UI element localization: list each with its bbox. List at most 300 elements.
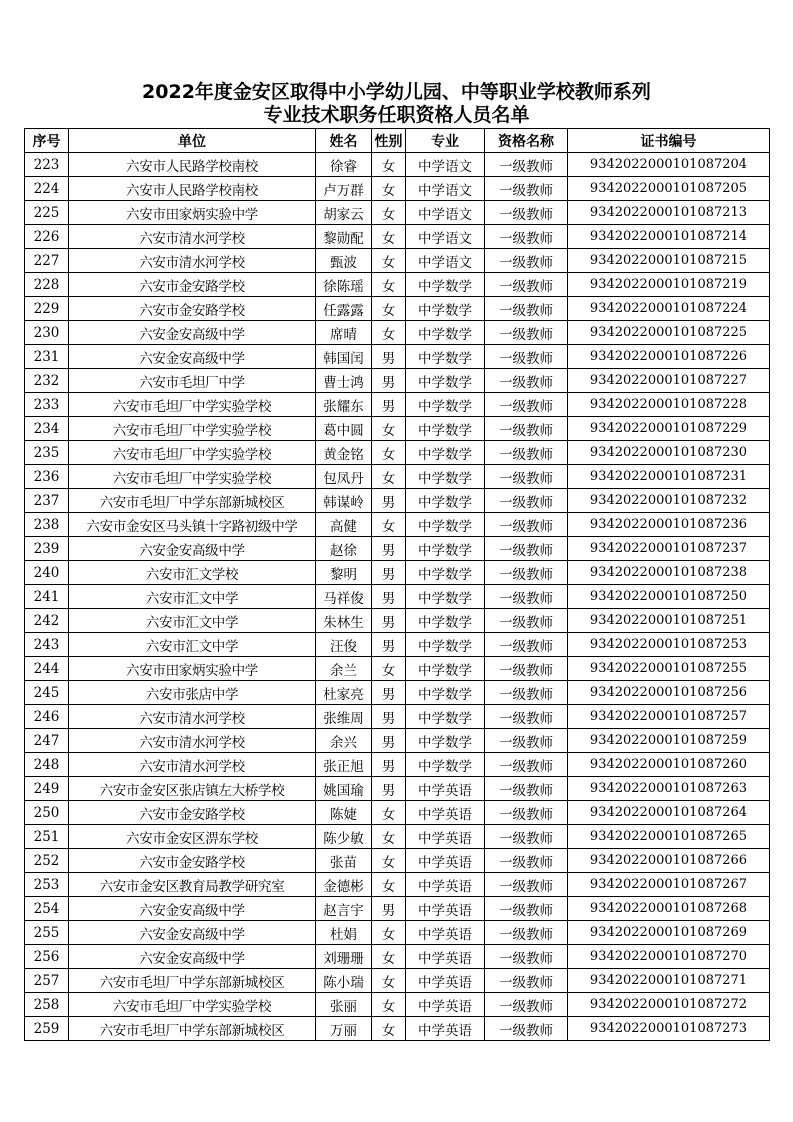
row-name: 余兴 [316,729,372,753]
header-name: 姓名 [316,129,372,153]
row-name: 陈少敏 [316,825,372,849]
row-qualification: 一级教师 [485,321,568,345]
row-gender: 男 [372,393,406,417]
row-unit: 六安市清水河学校 [69,729,316,753]
row-qualification: 一级教师 [485,393,568,417]
row-name: 胡家云 [316,201,372,225]
row-index: 253 [25,873,69,897]
row-certificate: 9342022000101087214 [568,225,770,249]
row-qualification: 一级教师 [485,873,568,897]
header-gender: 性别 [372,129,406,153]
row-name: 高健 [316,513,372,537]
row-index: 251 [25,825,69,849]
row-qualification: 一级教师 [485,633,568,657]
table-row [25,225,770,249]
header-unit: 单位 [69,129,316,153]
row-unit: 六安市汇文中学 [69,609,316,633]
row-unit: 六安市汇文中学 [69,633,316,657]
row-certificate: 9342022000101087213 [568,201,770,225]
table-body [25,153,770,1041]
row-unit: 六安金安高级中学 [69,345,316,369]
table-row [25,585,770,609]
header-subject: 专业 [406,129,485,153]
row-subject: 中学数学 [406,321,485,345]
row-unit: 六安金安高级中学 [69,945,316,969]
table-row [25,945,770,969]
row-certificate: 9342022000101087238 [568,561,770,585]
row-index: 238 [25,513,69,537]
row-gender: 女 [372,441,406,465]
table-row [25,993,770,1017]
row-certificate: 9342022000101087270 [568,945,770,969]
row-index: 239 [25,537,69,561]
row-unit: 六安市金安区马头镇十字路初级中学 [69,513,316,537]
row-subject: 中学数学 [406,585,485,609]
row-subject: 中学数学 [406,441,485,465]
table-row [25,609,770,633]
row-unit: 六安市田家炳实验中学 [69,657,316,681]
row-index: 245 [25,681,69,705]
row-qualification: 一级教师 [485,657,568,681]
table-row [25,465,770,489]
row-name: 黄金铭 [316,441,372,465]
row-qualification: 一级教师 [485,561,568,585]
row-qualification: 一级教师 [485,921,568,945]
table-row [25,249,770,273]
row-certificate: 9342022000101087266 [568,849,770,873]
row-name: 徐睿 [316,153,372,177]
row-subject: 中学数学 [406,729,485,753]
row-index: 236 [25,465,69,489]
row-qualification: 一级教师 [485,777,568,801]
row-qualification: 一级教师 [485,849,568,873]
row-gender: 女 [372,921,406,945]
row-certificate: 9342022000101087225 [568,321,770,345]
table-row [25,801,770,825]
row-gender: 女 [372,273,406,297]
row-qualification: 一级教师 [485,681,568,705]
row-name: 赵徐 [316,537,372,561]
row-qualification: 一级教师 [485,993,568,1017]
row-gender: 男 [372,561,406,585]
row-gender: 女 [372,657,406,681]
row-index: 252 [25,849,69,873]
row-gender: 女 [372,153,406,177]
row-name: 姚国瑜 [316,777,372,801]
row-subject: 中学数学 [406,513,485,537]
row-index: 249 [25,777,69,801]
row-certificate: 9342022000101087226 [568,345,770,369]
row-name: 陈小瑞 [316,969,372,993]
row-certificate: 9342022000101087265 [568,825,770,849]
row-index: 230 [25,321,69,345]
row-unit: 六安市田家炳实验中学 [69,201,316,225]
row-unit: 六安市人民路学校南校 [69,153,316,177]
row-index: 259 [25,1017,69,1041]
row-subject: 中学数学 [406,753,485,777]
table-row [25,657,770,681]
row-subject: 中学语文 [406,177,485,201]
row-unit: 六安金安高级中学 [69,921,316,945]
row-qualification: 一级教师 [485,417,568,441]
row-name: 金德彬 [316,873,372,897]
row-unit: 六安市清水河学校 [69,753,316,777]
row-index: 246 [25,705,69,729]
row-unit: 六安市毛坦厂中学东部新城校区 [69,969,316,993]
header-index: 序号 [25,129,69,153]
row-subject: 中学数学 [406,537,485,561]
row-gender: 男 [372,897,406,921]
table-row [25,777,770,801]
row-unit: 六安市毛坦厂中学实验学校 [69,993,316,1017]
row-gender: 男 [372,729,406,753]
row-index: 224 [25,177,69,201]
row-index: 237 [25,489,69,513]
header-certificate: 证书编号 [568,129,770,153]
table-row [25,753,770,777]
row-certificate: 9342022000101087230 [568,441,770,465]
row-qualification: 一级教师 [485,825,568,849]
row-unit: 六安金安高级中学 [69,537,316,561]
row-subject: 中学数学 [406,609,485,633]
row-gender: 女 [372,849,406,873]
row-certificate: 9342022000101087205 [568,177,770,201]
row-name: 杜家亮 [316,681,372,705]
row-certificate: 9342022000101087260 [568,753,770,777]
table-row [25,201,770,225]
row-gender: 男 [372,705,406,729]
table-row [25,297,770,321]
row-gender: 男 [372,609,406,633]
row-unit: 六安市金安路学校 [69,273,316,297]
table-row [25,513,770,537]
row-gender: 男 [372,681,406,705]
row-certificate: 9342022000101087269 [568,921,770,945]
row-certificate: 9342022000101087271 [568,969,770,993]
row-subject: 中学数学 [406,705,485,729]
row-name: 葛中圆 [316,417,372,441]
table-row [25,1017,770,1041]
row-certificate: 9342022000101087236 [568,513,770,537]
row-qualification: 一级教师 [485,969,568,993]
row-index: 243 [25,633,69,657]
row-index: 232 [25,369,69,393]
row-name: 任露露 [316,297,372,321]
table-row [25,633,770,657]
row-unit: 六安市毛坦厂中学实验学校 [69,465,316,489]
row-certificate: 9342022000101087229 [568,417,770,441]
row-subject: 中学数学 [406,465,485,489]
table-row [25,177,770,201]
row-subject: 中学语文 [406,225,485,249]
row-certificate: 9342022000101087267 [568,873,770,897]
table-row [25,969,770,993]
row-qualification: 一级教师 [485,609,568,633]
row-qualification: 一级教师 [485,537,568,561]
row-unit: 六安市毛坦厂中学 [69,369,316,393]
row-subject: 中学英语 [406,873,485,897]
row-name: 刘珊珊 [316,945,372,969]
row-unit: 六安市人民路学校南校 [69,177,316,201]
row-qualification: 一级教师 [485,801,568,825]
row-subject: 中学数学 [406,393,485,417]
row-subject: 中学语文 [406,249,485,273]
row-unit: 六安市清水河学校 [69,225,316,249]
row-unit: 六安市金安区淠东学校 [69,825,316,849]
table-row [25,321,770,345]
row-name: 张维周 [316,705,372,729]
row-gender: 女 [372,297,406,321]
row-subject: 中学数学 [406,369,485,393]
row-qualification: 一级教师 [485,513,568,537]
row-unit: 六安市张店中学 [69,681,316,705]
table-row [25,729,770,753]
row-qualification: 一级教师 [485,1017,568,1041]
row-unit: 六安市毛坦厂中学东部新城校区 [69,489,316,513]
row-gender: 女 [372,465,406,489]
table-row [25,153,770,177]
row-unit: 六安市清水河学校 [69,249,316,273]
row-gender: 男 [372,489,406,513]
row-subject: 中学英语 [406,801,485,825]
row-unit: 六安市金安路学校 [69,849,316,873]
row-qualification: 一级教师 [485,297,568,321]
row-subject: 中学数学 [406,633,485,657]
row-certificate: 9342022000101087215 [568,249,770,273]
row-subject: 中学英语 [406,825,485,849]
row-index: 241 [25,585,69,609]
row-subject: 中学英语 [406,849,485,873]
row-gender: 男 [372,633,406,657]
header-qualification: 资格名称 [485,129,568,153]
row-subject: 中学英语 [406,921,485,945]
row-subject: 中学数学 [406,345,485,369]
row-index: 256 [25,945,69,969]
row-subject: 中学数学 [406,417,485,441]
row-unit: 六安金安高级中学 [69,321,316,345]
row-gender: 男 [372,369,406,393]
row-subject: 中学语文 [406,201,485,225]
row-gender: 女 [372,969,406,993]
row-name: 黎勋配 [316,225,372,249]
row-qualification: 一级教师 [485,729,568,753]
row-name: 张苗 [316,849,372,873]
row-index: 248 [25,753,69,777]
table-row [25,921,770,945]
row-unit: 六安市金安路学校 [69,297,316,321]
row-gender: 女 [372,825,406,849]
row-qualification: 一级教师 [485,705,568,729]
row-subject: 中学英语 [406,945,485,969]
row-subject: 中学英语 [406,897,485,921]
table-row [25,417,770,441]
row-index: 254 [25,897,69,921]
row-unit: 六安金安高级中学 [69,897,316,921]
row-qualification: 一级教师 [485,273,568,297]
row-name: 甄波 [316,249,372,273]
row-name: 包凤丹 [316,465,372,489]
row-qualification: 一级教师 [485,441,568,465]
row-unit: 六安市金安路学校 [69,801,316,825]
row-name: 席晴 [316,321,372,345]
row-gender: 女 [372,417,406,441]
row-certificate: 9342022000101087237 [568,537,770,561]
row-gender: 女 [372,513,406,537]
table-row [25,537,770,561]
table-row [25,273,770,297]
row-name: 徐陈瑶 [316,273,372,297]
table-row [25,825,770,849]
row-qualification: 一级教师 [485,585,568,609]
row-name: 马祥俊 [316,585,372,609]
row-certificate: 9342022000101087228 [568,393,770,417]
row-certificate: 9342022000101087250 [568,585,770,609]
table-row [25,873,770,897]
row-gender: 女 [372,249,406,273]
row-gender: 女 [372,321,406,345]
table-row [25,561,770,585]
row-name: 陈婕 [316,801,372,825]
row-name: 张丽 [316,993,372,1017]
table-row [25,681,770,705]
row-gender: 男 [372,753,406,777]
row-unit: 六安市毛坦厂中学东部新城校区 [69,1017,316,1041]
row-certificate: 9342022000101087219 [568,273,770,297]
row-subject: 中学数学 [406,561,485,585]
row-qualification: 一级教师 [485,177,568,201]
row-qualification: 一级教师 [485,249,568,273]
document-title-line1: 2022年度金安区取得中小学幼儿园、中等职业学校教师系列 [142,81,651,103]
row-gender: 男 [372,537,406,561]
row-subject: 中学语文 [406,153,485,177]
row-name: 汪俊 [316,633,372,657]
row-name: 曹士鸿 [316,369,372,393]
row-certificate: 9342022000101087264 [568,801,770,825]
row-name: 卢万群 [316,177,372,201]
row-qualification: 一级教师 [485,153,568,177]
row-unit: 六安市毛坦厂中学实验学校 [69,417,316,441]
row-index: 231 [25,345,69,369]
row-certificate: 9342022000101087227 [568,369,770,393]
row-qualification: 一级教师 [485,369,568,393]
row-qualification: 一级教师 [485,345,568,369]
row-subject: 中学英语 [406,993,485,1017]
row-certificate: 9342022000101087231 [568,465,770,489]
row-name: 杜娟 [316,921,372,945]
table-row [25,345,770,369]
row-certificate: 9342022000101087256 [568,681,770,705]
row-unit: 六安市清水河学校 [69,705,316,729]
row-gender: 女 [372,225,406,249]
row-gender: 女 [372,801,406,825]
row-name: 韩国闰 [316,345,372,369]
row-gender: 女 [372,1017,406,1041]
row-gender: 男 [372,777,406,801]
row-certificate: 9342022000101087204 [568,153,770,177]
row-index: 244 [25,657,69,681]
row-index: 242 [25,609,69,633]
row-qualification: 一级教师 [485,897,568,921]
row-unit: 六安市金安区张店镇左大桥学校 [69,777,316,801]
row-index: 233 [25,393,69,417]
row-index: 250 [25,801,69,825]
row-subject: 中学英语 [406,777,485,801]
row-gender: 女 [372,201,406,225]
row-unit: 六安市毛坦厂中学实验学校 [69,393,316,417]
row-index: 229 [25,297,69,321]
table-row [25,489,770,513]
table-row [25,393,770,417]
row-index: 257 [25,969,69,993]
row-certificate: 9342022000101087224 [568,297,770,321]
row-index: 247 [25,729,69,753]
row-certificate: 9342022000101087232 [568,489,770,513]
table-header-row [25,129,770,153]
table-row [25,369,770,393]
row-name: 万丽 [316,1017,372,1041]
table-row [25,705,770,729]
row-index: 258 [25,993,69,1017]
row-index: 255 [25,921,69,945]
row-certificate: 9342022000101087268 [568,897,770,921]
row-qualification: 一级教师 [485,201,568,225]
row-unit: 六安市毛坦厂中学实验学校 [69,441,316,465]
table-row [25,897,770,921]
row-gender: 男 [372,585,406,609]
row-name: 张正旭 [316,753,372,777]
row-qualification: 一级教师 [485,753,568,777]
row-name: 赵言宇 [316,897,372,921]
row-name: 余兰 [316,657,372,681]
row-subject: 中学英语 [406,1017,485,1041]
row-certificate: 9342022000101087257 [568,705,770,729]
table-row [25,441,770,465]
row-certificate: 9342022000101087253 [568,633,770,657]
row-certificate: 9342022000101087263 [568,777,770,801]
row-gender: 女 [372,873,406,897]
row-unit: 六安市金安区教育局教学研究室 [69,873,316,897]
row-subject: 中学数学 [406,489,485,513]
row-index: 225 [25,201,69,225]
row-index: 226 [25,225,69,249]
row-index: 227 [25,249,69,273]
table-row [25,849,770,873]
row-name: 黎明 [316,561,372,585]
row-index: 234 [25,417,69,441]
row-name: 朱林生 [316,609,372,633]
row-subject: 中学数学 [406,273,485,297]
row-qualification: 一级教师 [485,489,568,513]
row-subject: 中学数学 [406,657,485,681]
row-index: 228 [25,273,69,297]
row-index: 223 [25,153,69,177]
row-qualification: 一级教师 [485,465,568,489]
row-gender: 男 [372,345,406,369]
row-gender: 女 [372,945,406,969]
row-subject: 中学英语 [406,969,485,993]
row-gender: 女 [372,177,406,201]
row-certificate: 9342022000101087272 [568,993,770,1017]
row-subject: 中学数学 [406,297,485,321]
row-certificate: 9342022000101087273 [568,1017,770,1041]
row-qualification: 一级教师 [485,945,568,969]
row-certificate: 9342022000101087259 [568,729,770,753]
document-title-line2: 专业技术职务任职资格人员名单 [263,104,530,126]
row-index: 235 [25,441,69,465]
row-unit: 六安市汇文学校 [69,561,316,585]
roster-table [24,128,770,1041]
row-subject: 中学数学 [406,681,485,705]
